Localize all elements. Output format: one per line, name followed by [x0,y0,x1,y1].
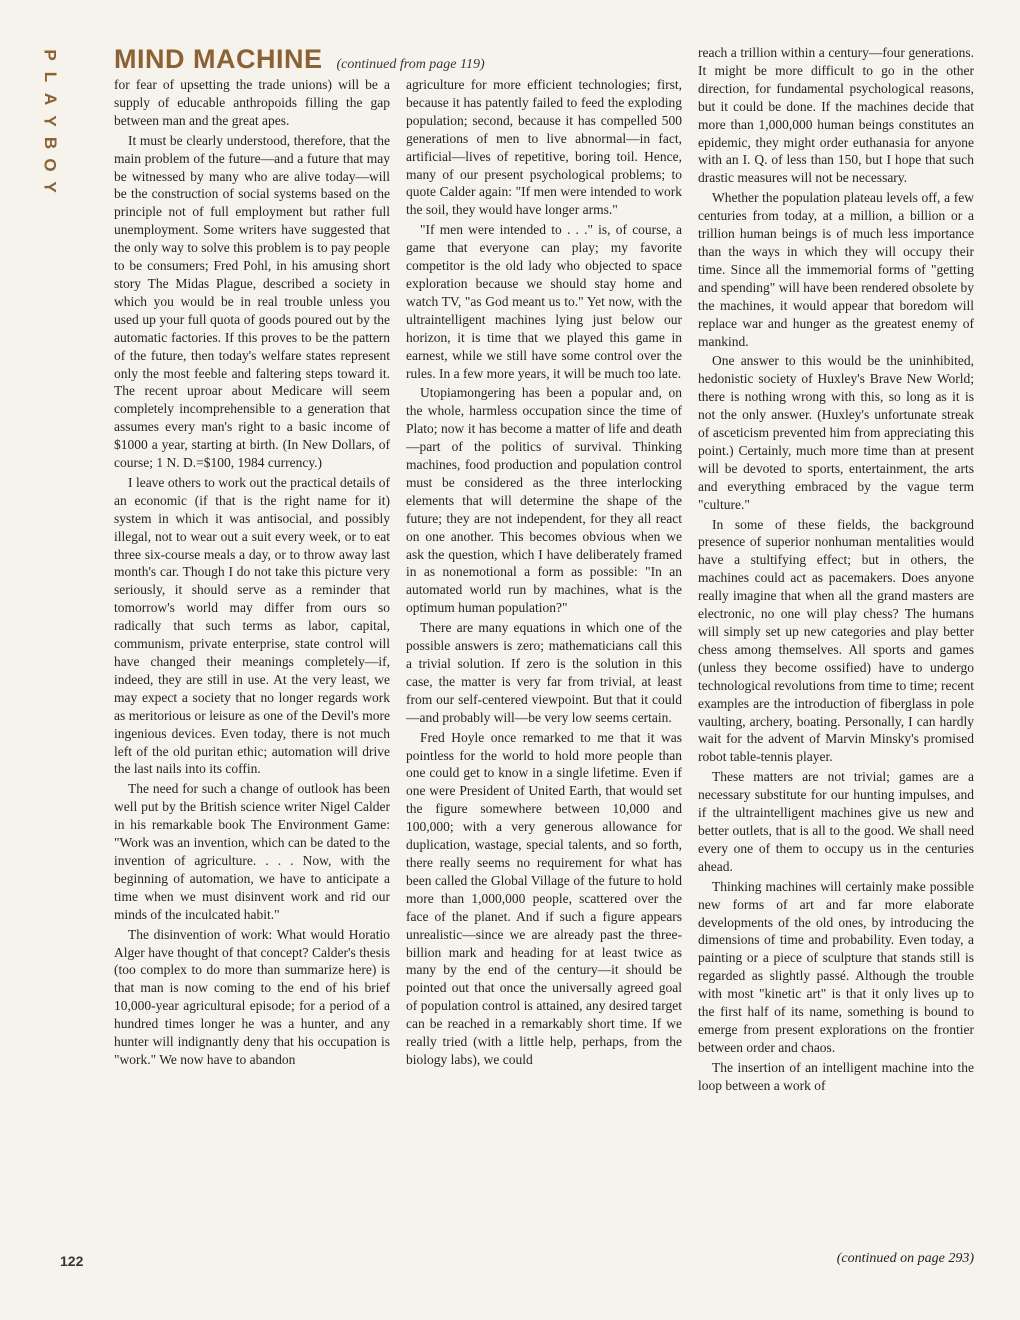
spine-letter: A [41,92,60,106]
paragraph: Fred Hoyle once remarked to me that it was pointless for the world to hold more people than one could get to know in a single lifetime. Even if one were President of United Earth, that would set the figure somewhere between 10,000 and 100,000; with a very generous allowance for duplication, wastage, special talents, and so forth, there really seems no requirement for what has been called the Global Village of the future to hold more than 1,000,000 people, scattered over the face of the planet. And if such a figure appears unrealistic—since we are already past the three-billion mark and heading for at least twice as many by the end of the century—it should be pointed out that once the universally agreed goal of population control is attained, any desired target can be reached in a remarkably short time. If we really tried (with a little help, perhaps, from the biology labs), we could [406,729,682,1067]
spine-letter: O [40,158,60,172]
paragraph: The insertion of an intelligent machine into the loop between a work of [698,1059,974,1093]
paragraph: These matters are not trivial; games are a necessary substitute for our hunting impulses, and if the ultraintelligent machines give us new and better outlets, that is all to the good. We shall need every one of them to occupy us in the centuries ahead. [698,769,974,874]
spine-letter: Y [41,115,60,127]
paragraph: Whether the population plateau levels off, a few centuries from today, at a million, a billion or a trillion human beings is of much less importance than the ways in which they will occupy their time. Since all the immemorial forms of "getting and spending" will have been rendered obsolete by the machines, it would appear that boredom will replace war and hunger as the greatest enemy of mankind. [698,190,974,349]
continued-from-note: (continued from page 119) [336,57,485,72]
paragraph: agriculture for more efficient technologies; first, because it has patently failed to feed the exploding population; second, because it has compelled 500 generations of men to live abnormal—in fact, artificial—lives of repetitive, boring toil. Hence, many of our present psychological problems; to quote Calder again: "If men were intended to work the soil, they would have longer arms." [406,77,682,218]
paragraph: The need for such a change of outlook has been well put by the British science writer Nigel Calder in his remarkable book The Environment Game: "Work was an invention, which can be dated to the invention of agriculture. . . . Now, with the beginning of automation, we have to anticipate a time when we must disinvent work and rid our minds of the inculcated habit." [114,781,390,922]
article-title: MIND MACHINE [114,44,323,74]
spine-letter: P [41,49,60,61]
paragraph: I leave others to work out the practical details of an economic (if that is the right name for it) system in which it was antisocial, and possibly illegal, not to wear out a suit every week, or to eat three six-course meals a day, or to throw away last month's car. Though I do not take this picture very seriously, it should serve as a reminder that tomorrow's world may differ from ours so radically that such terms as labor, capital, communism, private enterprise, state control will have changed their meanings completely—if, indeed, they are still in use. At the very least, we may expect a society that no longer regards work as meritorious or leisure as one of the Devil's more ingenious devices. Even today, there is not much left of the old puritan ethic; automation will drive the last nails into its coffin. [114,474,390,777]
paragraph: Thinking machines will certainly make possible new forms of art and far more elaborate developments of the old ones, by introducing the dimensions of time and probability. Even today, a painting or a piece of sculpture that stands still is regarded as slightly passé. Although the trouble with most "kinetic art" is that it only lives up to the first half of its name, something is bound to emerge from present explorations on the frontier between order and chaos. [698,878,974,1055]
paragraph: The disinvention of work: What would Horatio Alger have thought of that concept? Calder's thesis (too complex to do more than summarize here) is that man is now coming to the end of his brief 10,000-year agricultural episode; for a period of a hundred times longer he was a hunter, and any hunter will indignantly deny that his occupation is "work." We now have to abandon [114,926,390,1067]
paragraph: In some of these fields, the background presence of superior nonhuman mentalities would have a stultifying effect; but in others, the machines could act as pacemakers. Does anyone really imagine that when all the grand masters are electronic, no one will play chess? The humans will simply set up new categories and play better chess among themselves. All sports and games (unless they become ossified) have to undergo technological revolutions from time to time; recent examples are the introduction of fiberglass in pole vaulting, archery, boating. Personally, I can hardly wait for the advent of Marvin Minsky's promised robot table-tennis player. [698,516,974,765]
magazine-spine [38,44,58,198]
paragraph: reach a trillion within a century—four generations. It might be more difficult to go in the other direction, for fundamental psychological reasons, but it could be done. If the machines decide that more than 1,000,000 human beings constitutes an epidemic, they might order euthanasia for anyone with an I. Q. of less than 150, but I hope that such drastic measures will not be necessary. [698,45,974,186]
paragraph: One answer to this would be the uninhibited, hedonistic society of Huxley's Brave New World; there is nothing wrong with this, so long as it is not the only answer. (Huxley's unfortunate streak of asceticism prevented him from appreciating this point.) Certainly, much more time than at present will be devoted to sports, entertainment, the arts and everything embraced by the vague term "culture." [698,353,974,512]
spine-letter: Y [41,181,60,193]
paragraph: It must be clearly understood, therefore, that the main problem of the future—and a future that may be witnessed by many who are alive today—will be the construction of social systems based on the principle not of full employment but rather full unemployment. Some writers have suggested that the only way to solve this problem is to pay people to be consumers; Fred Pohl, in his amusing short story The Midas Plague, described a society in which you would be in real trouble unless you used up your full quota of goods poured out by the automatic factories. If this proves to be the pattern of the future, then today's welfare states represent only the most feeble and faltering steps toward it. The recent uproar about Medicare will seem completely incomprehensible to a generation that assumes every man's right to a basic income of $1000 a year, starting at birth. (In New Dollars, of course; 1 N. D.=$100, 1984 currency.) [114,132,390,471]
text-column-1 [114,76,390,1266]
spine-letter: L [40,71,60,83]
continued-on-note: (continued on page 293) [836,1251,974,1266]
paragraph: for fear of upsetting the trade unions) will be a supply of educable anthropoids filling the gap between man and the great apes. [114,77,390,128]
text-column-2 [406,76,682,1276]
paragraph: "If men were intended to . . ." is, of course, a game that everyone can play; my favorite competitor is the old lady who objected to space exploration because we should stay home and watch TV, "as God meant us to." Yet now, with the ultraintelligent machines lying just below our horizon, it is time that we played this game in earnest, while we still have some control over the rules. In a few more years, it will be much too late. [406,222,682,381]
article-header [114,44,485,78]
spine-letter: B [41,136,60,150]
paragraph: There are many equations in which one of the possible answers is zero; mathematicians call this a trivial solution. If zero is the solution in this case, the matter is very far from trivial, at least from our self-centered viewpoint. But that it could—and probably will—be very low seems certain. [406,620,682,725]
paragraph: Utopiamongering has been a popular and, on the whole, harmless occupation since the time of Plato; now it has become a matter of life and death—part of the politics of survival. Thinking machines, food production and population control must be considered as the three interlocking elements that will determine the shape of the future; they are not independent, for they all react on one another. This becomes obvious when we ask the question, which I have deliberately framed in as nonemotional a form as possible: "In an automated world run by machines, what is the optimum human population?" [406,385,682,616]
text-column-3 [698,44,974,1274]
page-number: 122 [60,1253,84,1269]
